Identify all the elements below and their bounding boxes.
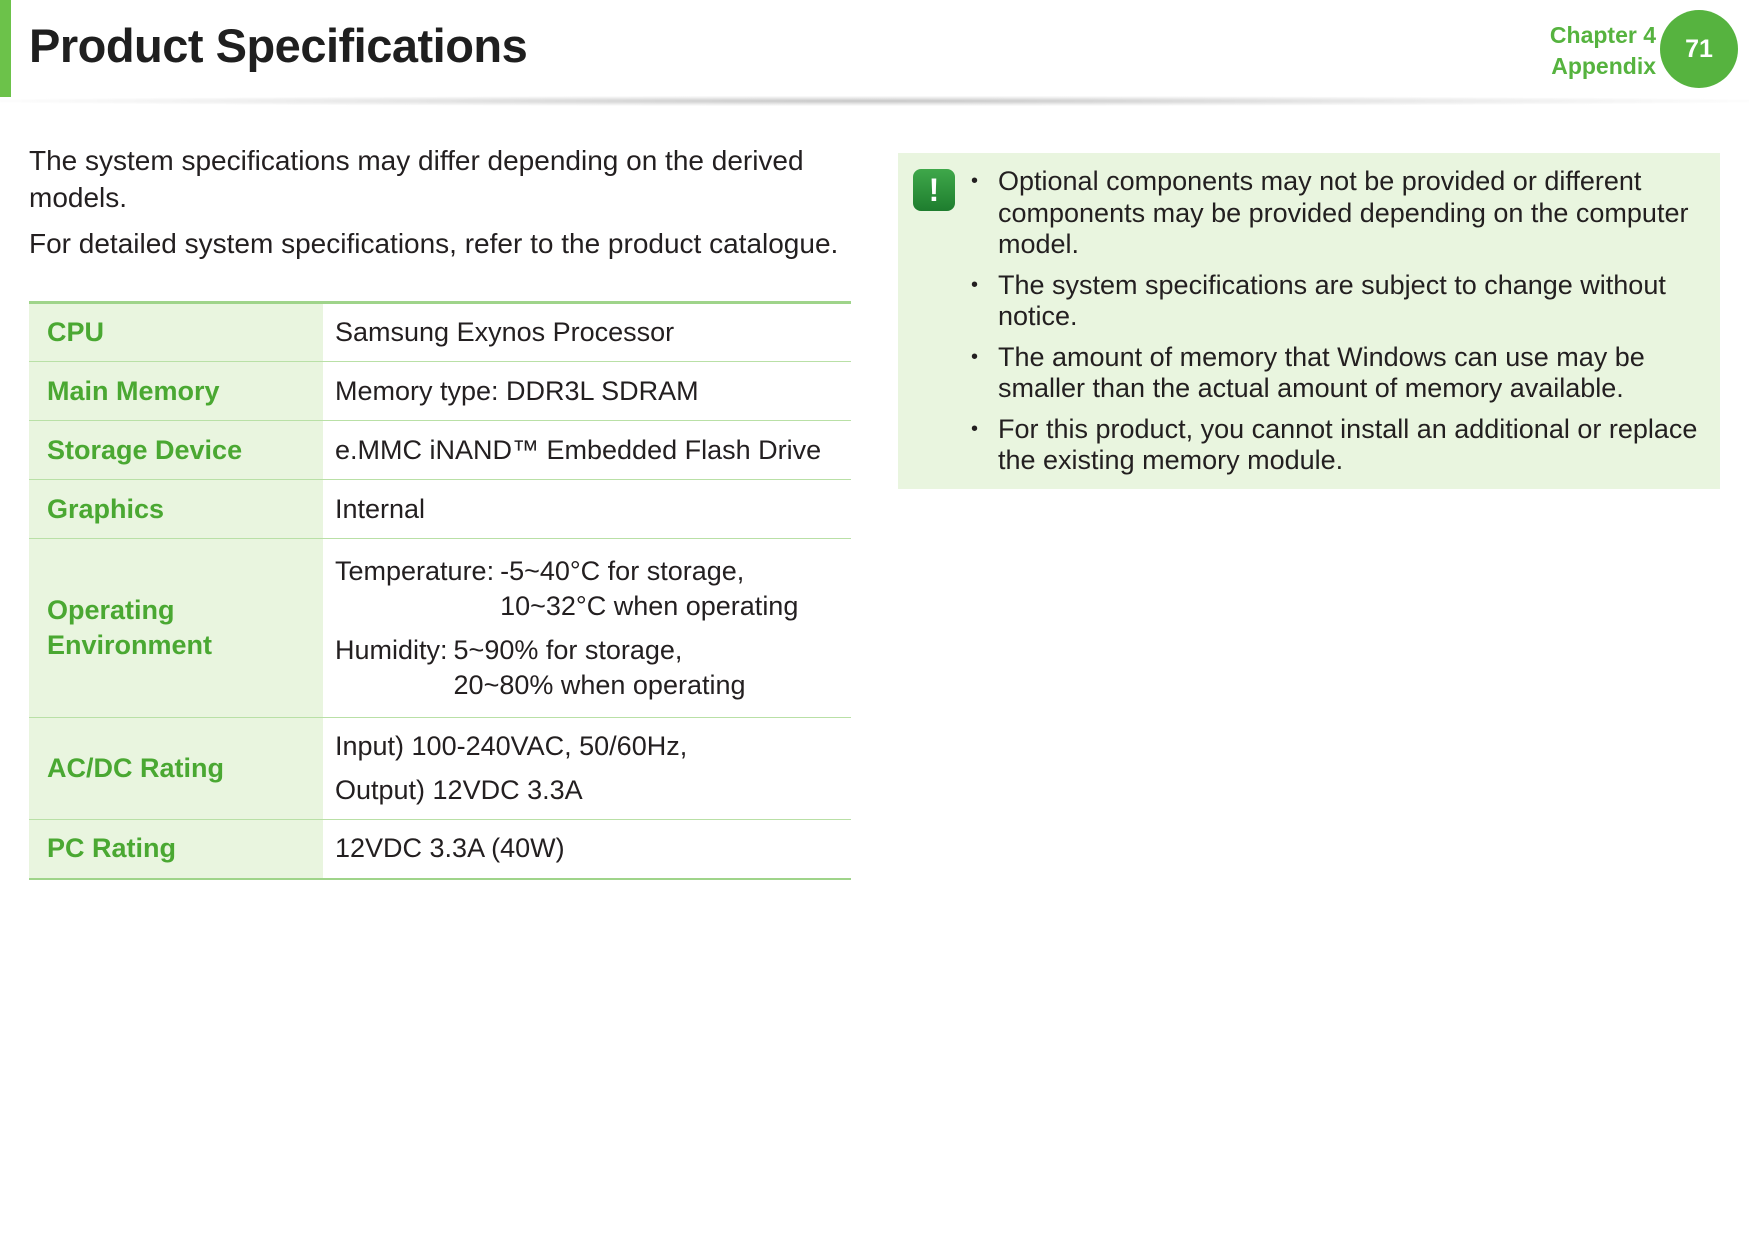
spec-row-acdc [29, 718, 851, 820]
spec-value: Memory type: DDR3L SDRAM [323, 362, 851, 421]
spec-row-environment [29, 539, 851, 718]
spec-row-pc [29, 820, 851, 879]
intro-paragraph: For detailed system specifications, refer to the product catalogue. [29, 228, 839, 259]
indent-spacer [335, 589, 494, 624]
spec-row-storage [29, 421, 851, 480]
note-list [968, 166, 1713, 486]
header-divider [0, 96, 1749, 106]
spec-table [29, 301, 851, 880]
spec-label [29, 539, 323, 718]
humidity-storage: 5~90% for storage, [453, 634, 683, 665]
temperature-storage: -5~40°C for storage, [500, 555, 745, 586]
note-box [898, 153, 1720, 489]
bullet-icon: • [971, 273, 979, 296]
humidity-label: Humidity: [335, 634, 448, 665]
exclamation-icon: ! [913, 169, 955, 211]
spec-label: PC Rating [29, 820, 323, 879]
temperature-operating: 10~32°C when operating [500, 590, 799, 621]
spec-row-graphics [29, 480, 851, 539]
note-text: The system specifications are subject to change without notice. [998, 269, 1666, 331]
humidity-spec [335, 633, 839, 703]
intro-text [29, 142, 859, 271]
spec-label: Storage Device [29, 421, 323, 480]
spec-value [323, 718, 851, 820]
bullet-icon: • [971, 345, 979, 368]
page-number-badge: 71 [1660, 10, 1738, 88]
spec-label: AC/DC Rating [29, 718, 323, 820]
chapter-number: Chapter 4 [1549, 22, 1656, 48]
title-accent-bar [0, 0, 11, 97]
note-text: For this product, you cannot install an additional or replace the existing memory module. [998, 413, 1698, 475]
indent-spacer [335, 668, 448, 703]
spec-label: Main Memory [29, 362, 323, 421]
acdc-input: Input) 100-240VAC, 50/60Hz, [335, 731, 688, 761]
spec-label: Graphics [29, 480, 323, 539]
temperature-label: Temperature: [335, 555, 495, 586]
note-item [968, 166, 1713, 261]
humidity-operating: 20~80% when operating [453, 669, 746, 700]
spec-value: e.MMC iNAND™ Embedded Flash Drive [323, 421, 851, 480]
temperature-spec [335, 554, 839, 624]
note-item [968, 270, 1713, 333]
spec-value: Samsung Exynos Processor [323, 303, 851, 362]
note-text: The amount of memory that Windows can use may be smaller than the actual amount of memory available. [998, 341, 1645, 403]
acdc-output: Output) 12VDC 3.3A [335, 775, 583, 805]
chapter-label [1550, 20, 1656, 82]
bullet-icon: • [971, 417, 979, 440]
spec-value [323, 539, 851, 718]
note-item [968, 342, 1713, 405]
spec-value: 12VDC 3.3A (40W) [323, 820, 851, 879]
note-text: Optional components may not be provided or different components may be provided depending on the computer model. [998, 166, 1689, 259]
chapter-section: Appendix [1551, 53, 1656, 79]
spec-label-text: Operating Environment [47, 595, 213, 660]
spec-row-memory [29, 362, 851, 421]
bullet-icon: • [971, 170, 979, 192]
spec-label: CPU [29, 303, 323, 362]
spec-value: Internal [323, 480, 851, 539]
note-item [968, 414, 1713, 477]
page-title: Product Specifications [29, 19, 528, 72]
spec-row-cpu [29, 303, 851, 362]
intro-paragraph: The system specifications may differ depending on the derived models. [29, 145, 804, 213]
